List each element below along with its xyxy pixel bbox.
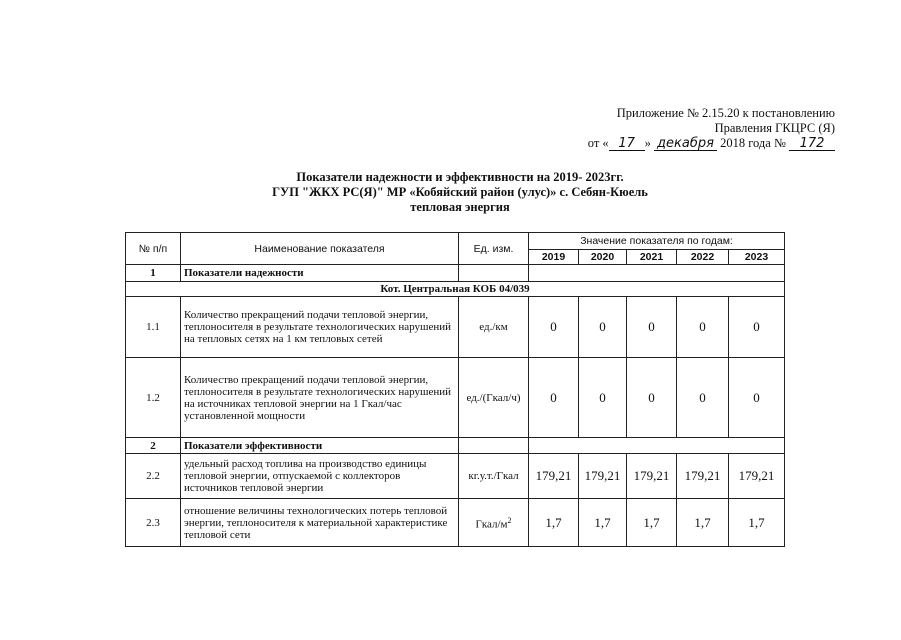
row-value: 179,21 (579, 454, 627, 499)
year-header: 2022 (677, 250, 729, 265)
row-value: 0 (529, 358, 579, 438)
row-unit-text: Гкал/м (475, 518, 508, 531)
year-header: 2023 (729, 250, 785, 265)
section-no: 2 (126, 438, 181, 454)
row-no: 2.2 (126, 454, 181, 499)
title-line-1: Показатели надежности и эффективности на 2019- 2023гг. (296, 170, 624, 184)
row-unit-sup: 2 (507, 515, 512, 525)
row-unit: ед./(Гкал/ч) (459, 358, 529, 438)
row-name: Количество прекращений подачи тепловой энергии, теплоносителя в результате технологических нарушений на тепловых сетях на 1 км тепловых сетей (181, 297, 459, 358)
row-value: 0 (579, 358, 627, 438)
header-month: декабря (654, 137, 717, 151)
col-header-no: № п/п (126, 233, 181, 265)
row-value: 1,7 (729, 499, 785, 547)
header-day: 17 (609, 137, 645, 151)
year-header: 2019 (529, 250, 579, 265)
title-line-3: тепловая энергия (410, 200, 510, 214)
year-header: 2021 (627, 250, 677, 265)
table-row (126, 358, 785, 438)
row-value: 0 (529, 297, 579, 358)
header-quote-close: » (644, 136, 651, 150)
empty-cell (529, 438, 785, 454)
row-no: 1.2 (126, 358, 181, 438)
title-line-2: ГУП "ЖКХ РС(Я)" МР «Кобяйский район (улус)» с. Себян-Кюель (272, 185, 648, 199)
row-unit: кг.у.т./Гкал (459, 454, 529, 499)
row-value: 1,7 (677, 499, 729, 547)
row-name: Количество прекращений подачи тепловой энергии, теплоносителя в результате технологических нарушений на источниках тепловой энергии на 1 Гкал/час установленной мощности (181, 358, 459, 438)
col-header-unit: Ед. изм. (459, 233, 529, 265)
table-row (126, 499, 785, 547)
row-no: 1.1 (126, 297, 181, 358)
header-authority-line: Правления ГКЦРС (Я) (714, 121, 835, 135)
year-header: 2020 (579, 250, 627, 265)
row-value: 1,7 (579, 499, 627, 547)
row-value: 1,7 (627, 499, 677, 547)
table-row (126, 454, 785, 499)
empty-cell (459, 438, 529, 454)
row-unit: ед./км (459, 297, 529, 358)
col-header-name: Наименование показателя (181, 233, 459, 265)
row-value: 1,7 (529, 499, 579, 547)
row-value: 179,21 (729, 454, 785, 499)
header-date-line (588, 136, 835, 151)
row-value: 179,21 (627, 454, 677, 499)
row-value: 0 (627, 358, 677, 438)
row-value: 179,21 (529, 454, 579, 499)
indicators-table (125, 232, 785, 547)
row-value: 0 (627, 297, 677, 358)
row-unit (459, 499, 529, 547)
col-header-values: Значение показателя по годам: (529, 233, 785, 250)
row-value: 0 (677, 358, 729, 438)
section-title: Показатели надежности (181, 265, 459, 282)
header-appendix-line: Приложение № 2.15.20 к постановлению (616, 106, 835, 120)
header-number: 172 (789, 137, 835, 151)
table-row (126, 297, 785, 358)
empty-cell (459, 265, 529, 282)
empty-cell (529, 265, 785, 282)
row-name: отношение величины технологических потерь тепловой энергии, теплоносителя к материальной характеристике тепловой сети (181, 499, 459, 547)
section-title: Показатели эффективности (181, 438, 459, 454)
section-no: 1 (126, 265, 181, 282)
row-value: 0 (729, 297, 785, 358)
header-year: 2018 года № (720, 136, 786, 150)
row-no: 2.3 (126, 499, 181, 547)
row-value: 179,21 (677, 454, 729, 499)
row-name: удельный расход топлива на производство единицы тепловой энергии, отпускаемой с коллекторов источников тепловой энергии (181, 454, 459, 499)
row-value: 0 (579, 297, 627, 358)
row-value: 0 (729, 358, 785, 438)
boiler-subheader: Кот. Центральная КОБ 04/039 (126, 282, 785, 297)
row-value: 0 (677, 297, 729, 358)
header-ot: от « (587, 136, 609, 150)
